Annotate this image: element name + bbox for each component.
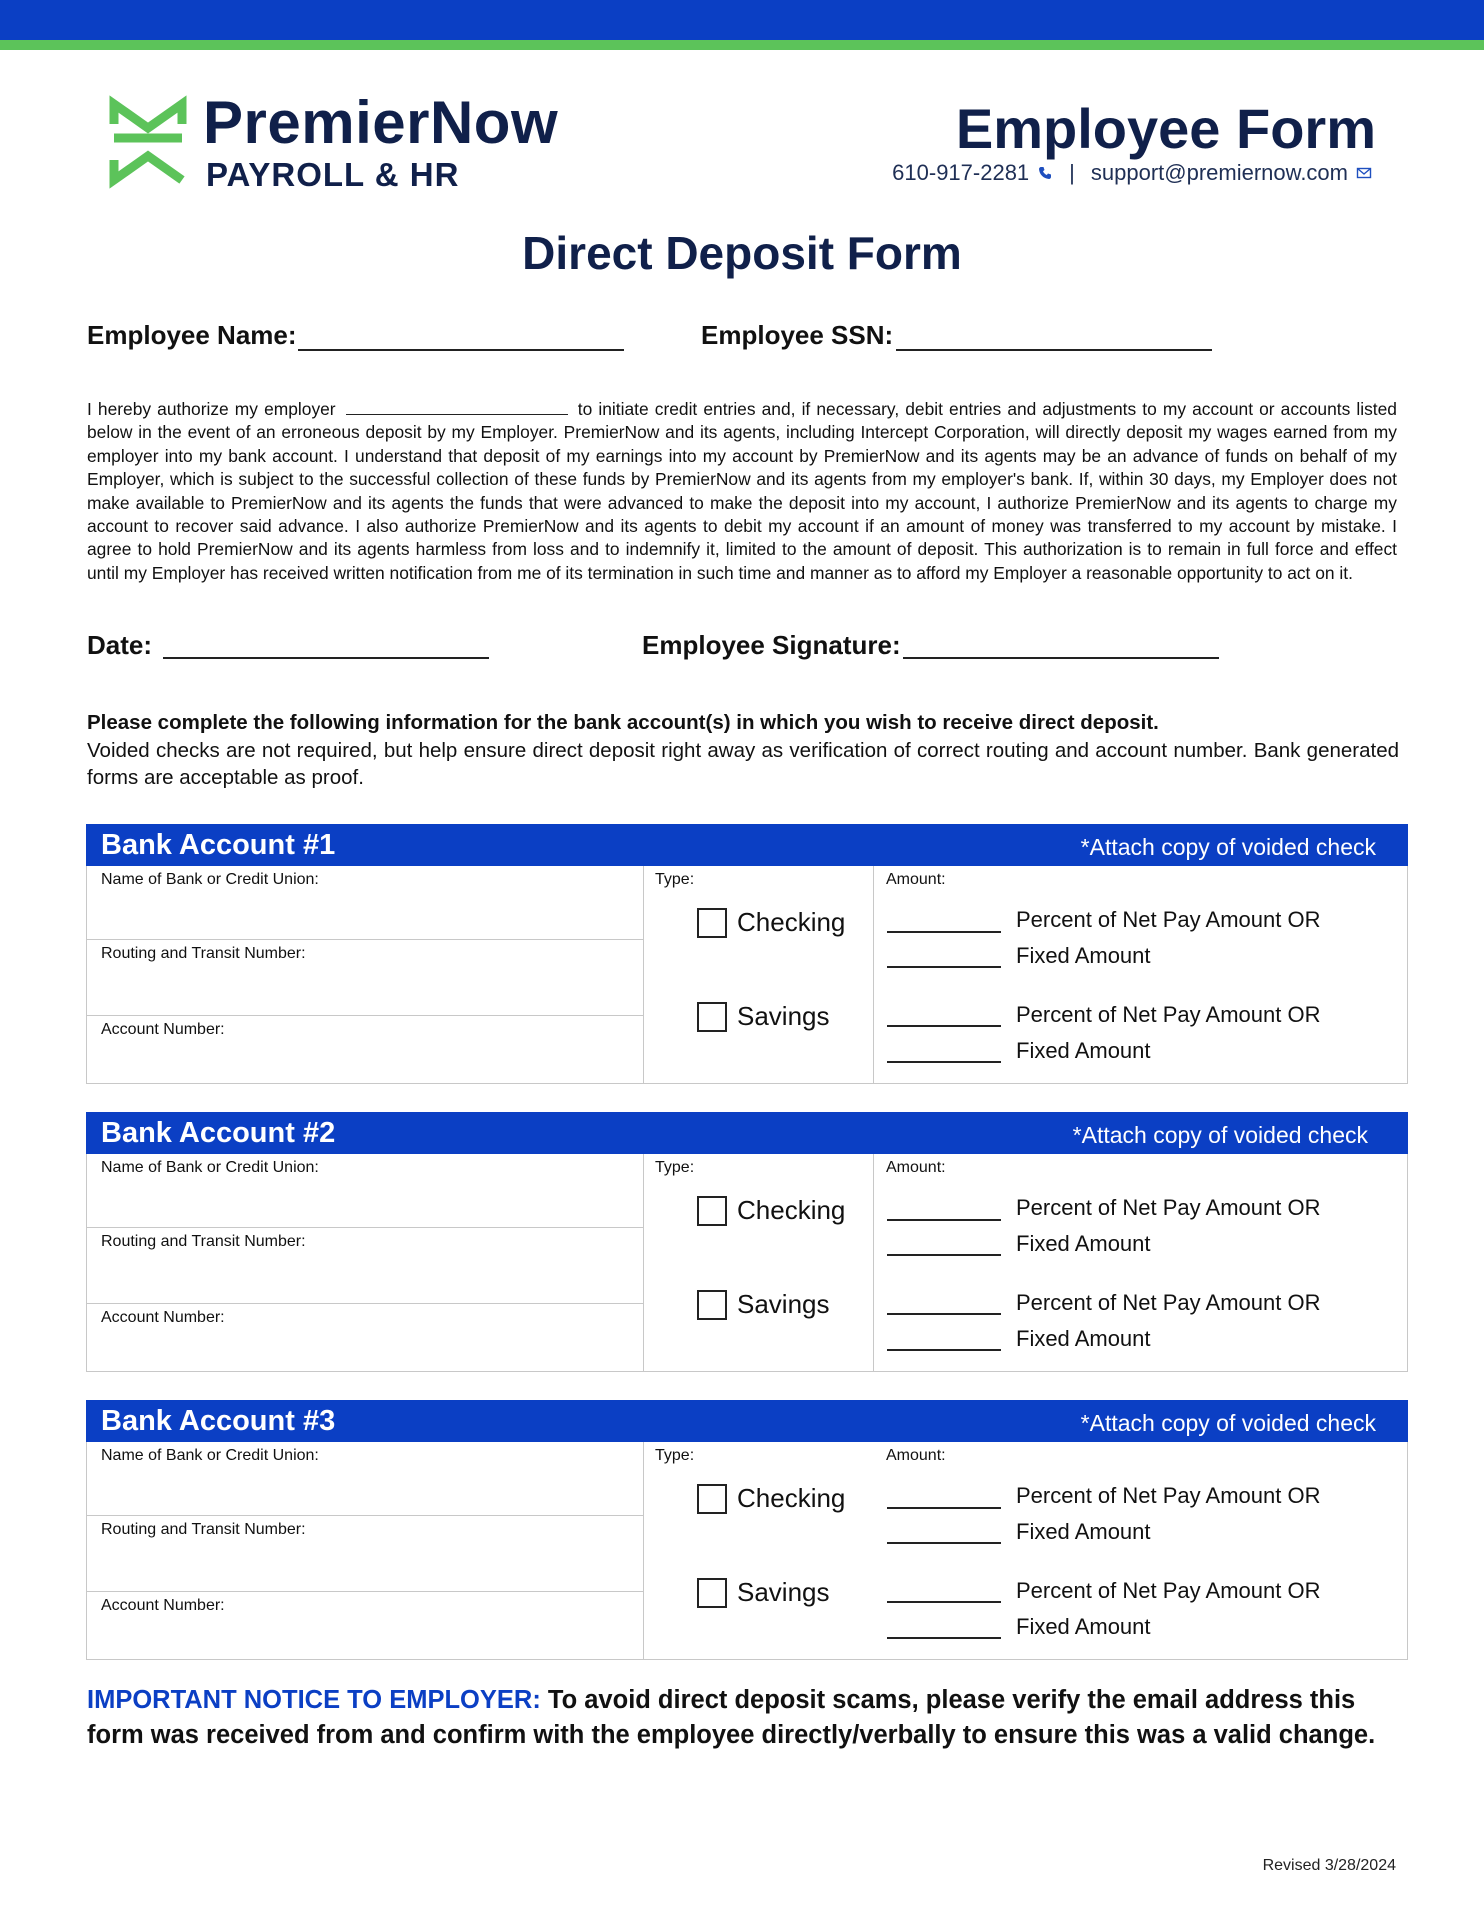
bank-name-label: Name of Bank or Credit Union: [101, 1447, 319, 1464]
bank-account-title: Bank Account #3 [101, 1405, 336, 1437]
row-divider [87, 939, 643, 940]
savings-percent-field[interactable] [887, 1313, 1001, 1315]
employee-name-label: Employee Name: [87, 320, 297, 350]
checking-label: Checking [737, 1195, 846, 1225]
authorization-text: to initiate credit entries and, if necessary, debit entries and adjustments to my account or accounts listed below in the event of an erroneous deposit by my Employer. PremierNow and its agents, including Intercept Corporation, will directly deposit my wages earned from my employer into my bank account. I understand that deposit of my earnings into my account by PremierNow and its agents may be an advance of funds on behalf of my Employer, which is subject to the successful collection of these funds by PremierNow and its agents from my employer's bank. If, within 30 days, my Employer does not make available to PremierNow and its agents the funds that were advanced to make the deposit into my account, I authorize PremierNow and its agents to charge my account to recover said advance. I also authorize PremierNow and its agents to debit my account if an amount of money was transferred to my account by mistake. I agree to hold PremierNow and its agents harmless from loss and to indemnify it, limited to the amount of deposit. This authorization is to remain in full force and effect until my Employer has received written notification from me of its termination in such time and manner as to afford my Employer a reasonable opportunity to act on it. [87, 399, 1397, 583]
attach-check-note: *Attach copy of voided check [1080, 834, 1376, 860]
column-divider [873, 1154, 874, 1372]
savings-checkbox[interactable] [697, 1290, 727, 1320]
bank-account-section [86, 824, 1408, 1084]
row-divider [87, 1591, 643, 1592]
bank-account-section [86, 1112, 1408, 1372]
employee-ssn-label: Employee SSN: [701, 320, 894, 350]
bank-name-label: Name of Bank or Credit Union: [101, 1159, 319, 1176]
savings-checkbox[interactable] [697, 1002, 727, 1032]
row-divider [87, 1015, 643, 1016]
type-label: Type: [655, 1447, 695, 1464]
savings-percent-field[interactable] [887, 1601, 1001, 1603]
premiernow-logo-icon [108, 94, 188, 190]
checking-percent-field[interactable] [887, 1219, 1001, 1221]
savings-label: Savings [737, 1001, 830, 1031]
row-divider [87, 1515, 643, 1516]
column-divider [643, 1442, 644, 1660]
savings-percent-field[interactable] [887, 1025, 1001, 1027]
fixed-amount-label: Fixed Amount [1016, 1614, 1151, 1639]
checking-checkbox[interactable] [697, 908, 727, 938]
row-divider [87, 1303, 643, 1304]
bank-name-label: Name of Bank or Credit Union: [101, 871, 319, 888]
fixed-amount-label: Fixed Amount [1016, 1231, 1151, 1256]
support-email[interactable]: support@premiernow.com [1090, 160, 1348, 185]
date-field[interactable] [163, 657, 489, 659]
column-divider [873, 866, 874, 1084]
instructions-bold: Please complete the following information for the bank account(s) in which you wish to receive direct deposit. [87, 711, 1159, 734]
revision-date: Revised 3/28/2024 [1262, 1857, 1396, 1874]
percent-label: Percent of Net Pay Amount OR [1016, 1483, 1321, 1508]
savings-checkbox[interactable] [697, 1578, 727, 1608]
date-label: Date: [87, 630, 153, 660]
authorization-paragraph [87, 398, 1397, 585]
column-divider [643, 866, 644, 1084]
attach-check-note: *Attach copy of voided check [1080, 1410, 1376, 1436]
row-divider [87, 1227, 643, 1228]
attach-check-note: *Attach copy of voided check [1072, 1122, 1368, 1148]
checking-checkbox[interactable] [697, 1484, 727, 1514]
checking-checkbox[interactable] [697, 1196, 727, 1226]
percent-label: Percent of Net Pay Amount OR [1016, 907, 1321, 932]
employer-name-field[interactable] [346, 401, 568, 415]
account-number-label: Account Number: [101, 1597, 225, 1614]
checking-fixed-field[interactable] [887, 966, 1001, 968]
contact-separator: | [1069, 160, 1075, 185]
contact-info [892, 160, 1372, 186]
form-type-title: Employee Form [955, 97, 1376, 160]
checking-percent-field[interactable] [887, 1507, 1001, 1509]
employee-signature-field[interactable] [903, 657, 1219, 659]
bank-account-section [86, 1400, 1408, 1660]
savings-fixed-field[interactable] [887, 1061, 1001, 1063]
bank-account-header [86, 1400, 1408, 1442]
column-divider [643, 1154, 644, 1372]
checking-label: Checking [737, 907, 846, 937]
routing-number-label: Routing and Transit Number: [101, 1521, 306, 1538]
employee-signature-label: Employee Signature: [642, 630, 901, 660]
percent-label: Percent of Net Pay Amount OR [1016, 1290, 1321, 1315]
employee-ssn-field[interactable] [896, 349, 1212, 351]
percent-label: Percent of Net Pay Amount OR [1016, 1002, 1321, 1027]
fixed-amount-label: Fixed Amount [1016, 1326, 1151, 1351]
email-icon [1356, 165, 1372, 181]
bank-account-title: Bank Account #1 [101, 829, 336, 861]
checking-label: Checking [737, 1483, 846, 1513]
account-number-label: Account Number: [101, 1309, 225, 1326]
checking-fixed-field[interactable] [887, 1254, 1001, 1256]
bank-account-header [86, 824, 1408, 866]
type-label: Type: [655, 1159, 695, 1176]
type-label: Type: [655, 871, 695, 888]
brand-name: PremierNow [203, 89, 559, 156]
bank-account-title: Bank Account #2 [101, 1117, 336, 1149]
instructions-text: Voided checks are not required, but help ensure direct deposit right away as verification of correct routing and account number. Bank generated forms are acceptable as proof. [87, 739, 1399, 789]
notice-heading: IMPORTANT NOTICE TO EMPLOYER: [87, 1686, 541, 1714]
checking-fixed-field[interactable] [887, 1542, 1001, 1544]
authorization-prefix: I hereby authorize my employer [87, 399, 336, 419]
employee-name-field[interactable] [298, 349, 624, 351]
header-green-stripe [0, 40, 1484, 50]
amount-label: Amount: [886, 1447, 946, 1464]
fixed-amount-label: Fixed Amount [1016, 943, 1151, 968]
notice-text: To avoid direct deposit scams, please verify the email address this form was received from and confirm with the employee directly/verbally to ensure this was a valid change. [87, 1686, 1376, 1749]
account-number-label: Account Number: [101, 1021, 225, 1038]
percent-label: Percent of Net Pay Amount OR [1016, 1578, 1321, 1603]
header-blue-bar [0, 0, 1484, 40]
routing-number-label: Routing and Transit Number: [101, 945, 306, 962]
percent-label: Percent of Net Pay Amount OR [1016, 1195, 1321, 1220]
fixed-amount-label: Fixed Amount [1016, 1038, 1151, 1063]
document-title: Direct Deposit Form [522, 227, 962, 279]
phone-number: 610-917-2281 [892, 160, 1030, 185]
bank-account-header [86, 1112, 1408, 1154]
savings-fixed-field[interactable] [887, 1349, 1001, 1351]
brand-subtitle: PAYROLL & HR [206, 156, 460, 193]
phone-icon [1037, 165, 1053, 181]
savings-label: Savings [737, 1577, 830, 1607]
amount-label: Amount: [886, 1159, 946, 1176]
routing-number-label: Routing and Transit Number: [101, 1233, 306, 1250]
employer-notice [87, 1683, 1407, 1753]
checking-percent-field[interactable] [887, 931, 1001, 933]
savings-label: Savings [737, 1289, 830, 1319]
amount-label: Amount: [886, 871, 946, 888]
savings-fixed-field[interactable] [887, 1637, 1001, 1639]
fixed-amount-label: Fixed Amount [1016, 1519, 1151, 1544]
